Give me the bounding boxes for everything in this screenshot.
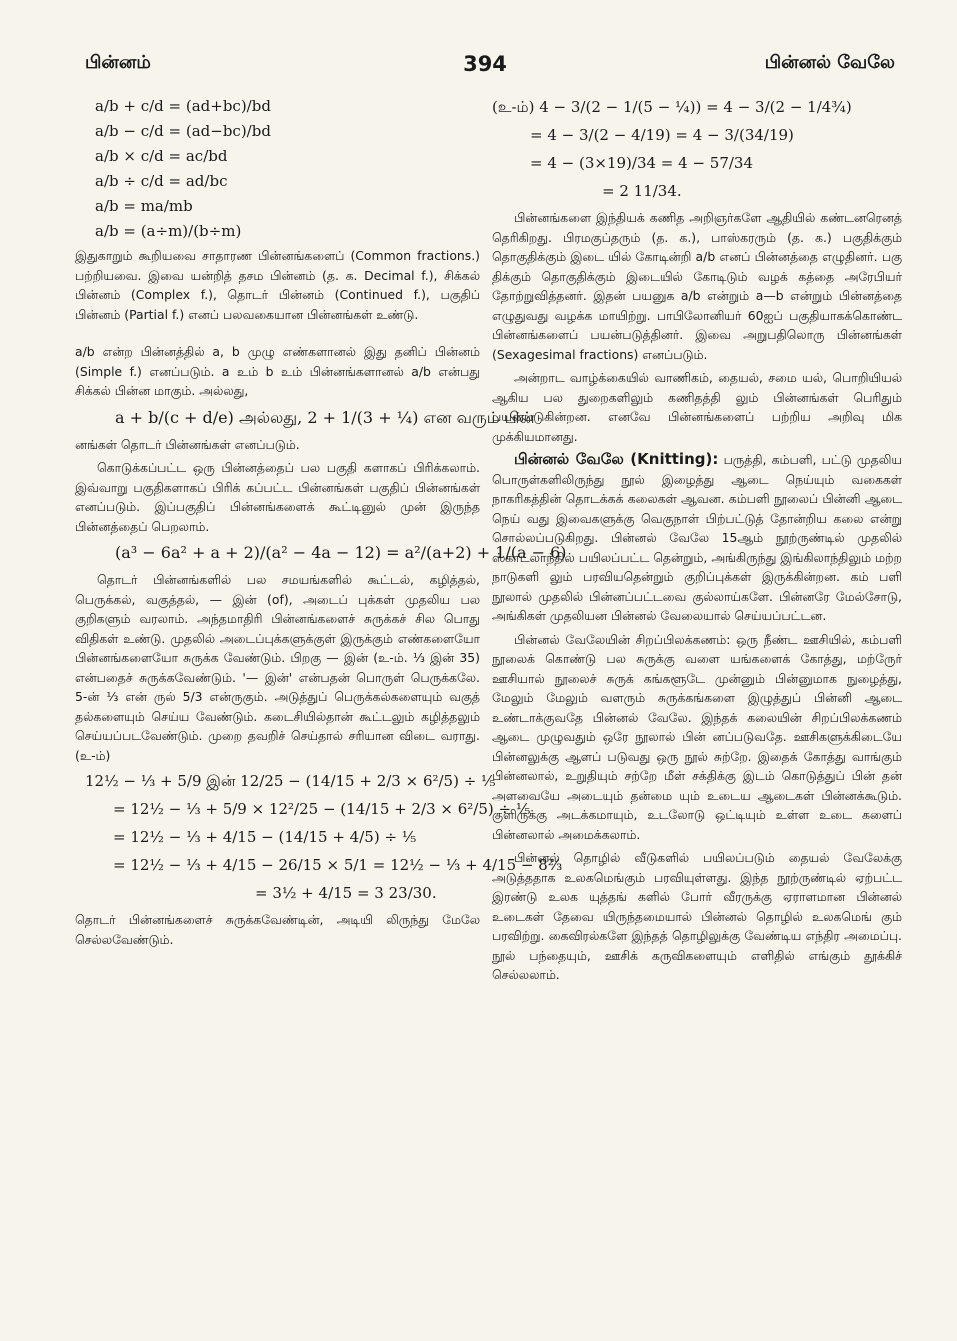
running-head-left: பின்னம் [85,52,151,73]
example-line-4: = 2 11/34. [602,182,682,200]
left-column [75,95,567,953]
right-column [492,95,902,989]
paragraph-simple-complex: a/b என்ற பின்னத்தில் a, b முழு எண்களானல் இது தனிப் பின்னம் (Simple f.) எனப்படும். a உம் b உம் பின்னங்களானல் a/b என்பது சிக்கல் பின்ன மாகும். அல்லது, [75,344,480,398]
calc-line-1: 12½ − ⅓ + 5/9 இன் 12/25 − (14/15 + 2/3 × 6²/5) ÷ ⅕ [85,772,496,790]
paragraph-continued-rule: தொடர் பின்னங்களைச் சுருக்கவேண்டின், அடியி லிருந்து மேலே செல்லவேண்டும். [75,912,480,947]
formula-scale: a/b = ma/mb [95,197,193,215]
paragraph-continued-def: னங்கள் தொடர் பின்னங்கள் எனப்படும். [75,436,300,452]
paragraph-knitting-spread: பின்னல் தொழில் வீடுகளில் பயிலப்படும் தையல் வேலேக்கு அடுத்ததாக உலகமெங்கும் பரவியுள்ளது. இந்த நூற்ருண்டில் ஏற்பட்ட இரண்டு உலக யுத்தங் களில் போர் வீரருக்கு ஏராளமான பின்னல் உடைகள் தேவை யிருந்தமையால் பின்னல் தொழில் உலகமெங் கும் பரவிற்று. கைவிரல்களே இந்தத் தொழிலுக்கு வேண்டிய எந்திர அமைப்பு. நூல் பந்தையும், ஊசிக் கருவிகளையும் எளிதில் எங்கும் தூக்கிச் செல்லலாம். [492,850,902,982]
paragraph-usage: அன்றாட வாழ்க்கையில் வாணிகம், தையல், சமை யல், பொறியியல் ஆகிய பல துறைகளிலும் கணிதத்தி லும் பின்னங்கள் பெரிதும் பயன்படுகின்றன. எனவே பின்னங்களைப் பற்றிய அறிவு மிக முக்கியமானது. [492,370,902,444]
running-head-right: பின்னல் வேலே [764,52,895,73]
calc-line-4: = 12½ − ⅓ + 4/15 − 26/15 × 5/1 = 12½ − ⅓ + 4/15 − 8⅔ [113,856,563,874]
paragraph-history: பின்னங்களை இந்தியக் கணித அறிஞர்களே ஆதியில் கண்டனரெனத் தெரிகிறது. பிரமகுப்தரும் (த. க.), பாஸ்கரரும் (த. க.) பகுதிக்கும் தொகுதிக்கும் இடை யில் கோடின்றி a/b எனப் பின்னத்தை எழுதினர். பகு திக்கும் தொகுதிக்கும் இடையில் கோடிடும் வழக் கத்தை அரேபியர் தோற்றுவித்தனர். இதன் பயனுக a/b என்றும் a—b என்றும் பின்னத்தை எழுதுவது வழக்க மாயிற்று. பாபிலோனியர் 60ஐப் பகுதியாகக்கொண்ட பின்னங்களைப் பயன்படுத்தினர். இவை அறுபதிலொரு பின்னங்கள் (Sexagesimal fractions) எனப்படும். [492,210,902,362]
formula-add: a/b + c/d = (ad+bc)/bd [95,97,271,115]
calc-line-2: = 12½ − ⅓ + 5/9 × 12²/25 − (14/15 + 2/3 × 6²/5) ÷ ⅕ [113,800,531,818]
example-line-3: = 4 − (3×19)/34 = 4 − 57/34 [530,154,754,172]
example-line-2: = 4 − 3/(2 − 4/19) = 4 − 3/(34/19) [530,126,794,144]
formula-partial: (a³ − 6a² + a + 2)/(a² − 4a − 12) = a²/(a+2) + 1/(a − 6) [115,543,567,562]
paragraph-fraction-types: இதுகாறும் கூறியவை சாதாரண பின்னங்களைப் (Common fractions.) பற்றியவை. இவை யன்றித் தசம பின்னம் (த. க. Decimal f.), சிக்கல் பின்னம் (Complex f.), தொடர் பின்னம் (Continued f.), பகுதிப் பின்னம் (Partial f.) எனப் பலவகையான பின்னங்கள் உண்டு. [75,248,480,322]
calc-line-3: = 12½ − ⅓ + 4/15 − (14/15 + 4/5) ÷ ⅕ [113,828,417,846]
formula-continued: a + b/(c + d/e) அல்லது, 2 + 1/(3 + ¼) என வரும் பின் [115,407,535,427]
calc-line-5: = 3½ + 4/15 = 3 23/30. [255,884,437,902]
formula-reduce: a/b = (a÷m)/(b÷m) [95,222,242,240]
paragraph-order-of-operations: தொடர் பின்னங்களில் பல சமயங்களில் கூட்டல், கழித்தல், பெருக்கல், வகுத்தல், — இன் (of), அடைப் புக்கள் முதலிய பல குறிகளும் வரலாம். அந்தமாதிரி பின்னங்களைச் சுருக்கச் சில பொது விதிகள் உண்டு. முதலில் அடைப்புக்களுக்குள் இருக்கும் எண்களையோ பின்னங்களையோ சுருக்க வேண்டும். பிறகு — இன் (உ-ம். ⅓ இன் 35) என்பதைச் சுருக்கவேண்டும். '— இன்' என்பதன் பொருள் பெருக்கலே. 5-ன் ⅓ என் ருல் 5/3 என்ருகும். அடுத்துப் பெருக்கல்களையும் வகுத் தல்களையும் செய்ய வேண்டும். கடைசியில்தான் கூட்டலும் கழித்தலும் செய்யப்படவேண்டும். முறை தவறிச் செய்தால் சரியான விடை வராது. (உ-ம்) [75,572,480,763]
formula-divide: a/b ÷ c/d = ad/bc [95,172,228,190]
paragraph-partial: கொடுக்கப்பட்ட ஒரு பின்னத்தைப் பல பகுதி களாகப் பிரிக்கலாம். இவ்வாறு பகுதிகளாகப் பிரிக் கப்பட்ட பின்னங்கள் பகுதிப் பின்னங்கள் எனப்படும். இப்பகுதிப் பின்னங்களைக் கூட்டினுல் முன் இருந்த பின்னத்தைப் பெறலாம். [75,460,480,534]
page-number: 394 [463,52,507,76]
paragraph-knitting-intro: பருத்தி, கம்பளி, பட்டு முதலிய பொருள்களிலிருந்து நூல் இழைத்து ஆடை நெய்யும் வகைகள் நாகரிகத்தின் தொடக்கக் கலைகள் ஆவன. கம்பளி நூலைப் பின்னி ஆடை நெய் வது இவைகளுக்கு வெகுநாள் பிற்பட்டுத் தோன்றிய கலை என்று சொல்லப்படுகிறது. பின்னல் வேலே 15ஆம் நூற்ருண்டில் முதலில் ஸ்காட்லாந்தில் பயிலப்பட்ட தென்றும், அங்கிருந்து இங்கிலாந்திலும் மற்ற நாடுகளி லும் பரவியதென்றும் குறிப்புக்கள் இருக்கின்றன. கம் பளி நூலால் முதலில் பின்னப்பட்டவை குல்லாய்களே. பின்னரே மேல்சோடு, அங்கிகள் முதலியன பின்னல் வேலையால் செய்யப்பட்டன. [492,452,902,623]
example-line-1: (உ-ம்) 4 − 3/(2 − 1/(5 − ¼)) = 4 − 3/(2 − 1/4¾) [492,98,852,116]
formula-multiply: a/b × c/d = ac/bd [95,147,228,165]
paragraph-knitting-definition: பின்னல் வேலேயின் சிறப்பிலக்கணம்: ஒரு நீண்ட ஊசியில், கம்பளி நூலைக் கொண்டு பல சுருக்கு வளை யங்களைக் கோத்து, மற்ருேர் ஊசியால் நூலைச் சுருக் கங்களூடே முன்னும் பின்னுமாக நுழைத்து, மேலும் மேலும் வளரும் சுருக்கங்களை இழுத்துப் பின்னி ஆடை உண்டாக்குவதே பின்னல் வேலே. இந்தக் கலையின் சிறப்பிலக்கணம் ஆடை முழுவதும் ஒரே நூலால் பின் னப்படுவதே. ஊசிகளுக்கிடையே பின்னலுக்கு ஆளப் படுவது ஒரு நூல் சுற்றே. இதைக் கோத்து வாங்கும் பின்னலால், உறுதியும் சற்றே மீள் சக்திக்கு இடம் கொடுத்துப் பின் தன் அளவையே அடையும் தன்மை யும் உடைய ஆடைகள் பின்னக்கூடும். குளிருக்கு அடக்கமாயும், உடலோடு ஒட்டியும் உள்ள உடை களைப் பின்னலால் அமைக்கலாம். [492,631,902,842]
entry-headword: பின்னல் வேலே (Knitting): [514,450,719,468]
formula-subtract: a/b − c/d = (ad−bc)/bd [95,122,271,140]
